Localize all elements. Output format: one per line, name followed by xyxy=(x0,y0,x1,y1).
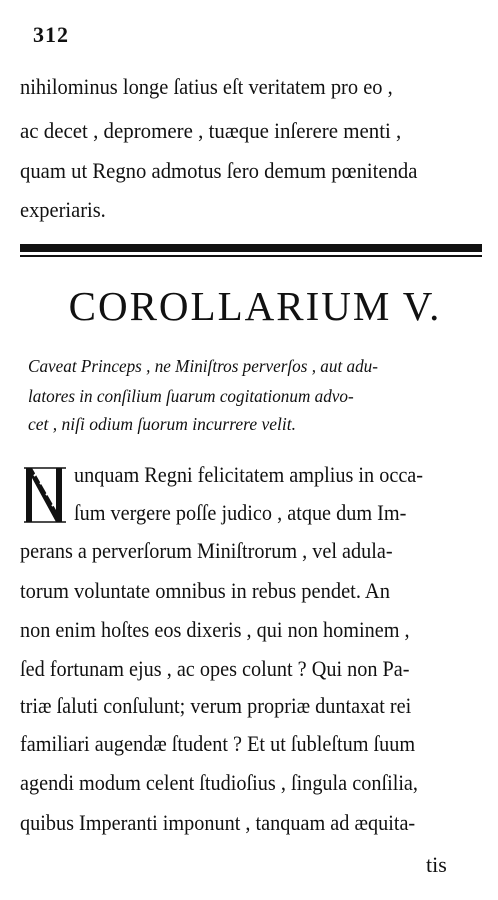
body-line: familiari augendæ ſtudent ? Et ut ſubleſtum ſuum xyxy=(20,731,416,756)
body-line: ſum vergere poſſe judico , atque dum Im- xyxy=(74,500,407,525)
summary-line: cet , niſi odium ſuorum incurrere velit. xyxy=(28,414,296,434)
catchword: tis xyxy=(426,852,447,877)
drop-cap-initial xyxy=(22,464,70,526)
body-line: agendi modum celent ſtudioſius , ſingula conſilia, xyxy=(20,770,418,795)
intro-line: quam ut Regno admotus ſero demum pœnitenda xyxy=(20,158,418,183)
section-rule-thick xyxy=(20,244,482,252)
body-line: unquam Regni felicitatem amplius in occa- xyxy=(74,462,424,487)
summary-line: latores in conſilium ſuarum cogitationum advo- xyxy=(28,386,354,406)
body-line: perans a perverſorum Miniſtrorum , vel adula- xyxy=(20,538,393,563)
section-heading: COROLLARIUM V. xyxy=(68,283,442,329)
intro-line: nihilominus longe ſatius eſt veritatem pro eo , xyxy=(20,74,393,99)
intro-line: experiaris. xyxy=(20,197,106,222)
body-line: non enim hoſtes eos dixeris , qui non hominem , xyxy=(20,617,410,642)
body-line: quibus Imperanti imponunt , tanquam ad æquita- xyxy=(20,810,416,835)
intro-line: ac decet , depromere , tuæque inſerere menti , xyxy=(20,118,402,143)
body-line: triæ ſaluti conſulunt; verum propriæ duntaxat rei xyxy=(20,693,412,718)
page-number: 312 xyxy=(33,22,69,47)
section-rule-thin xyxy=(20,255,482,257)
summary-line: Caveat Princeps , ne Miniſtros perverſos , aut adu- xyxy=(28,356,378,376)
body-line: torum voluntate omnibus in rebus pendet. An xyxy=(20,578,390,603)
body-line: ſed fortunam ejus , ac opes colunt ? Qui non Pa- xyxy=(20,656,410,681)
